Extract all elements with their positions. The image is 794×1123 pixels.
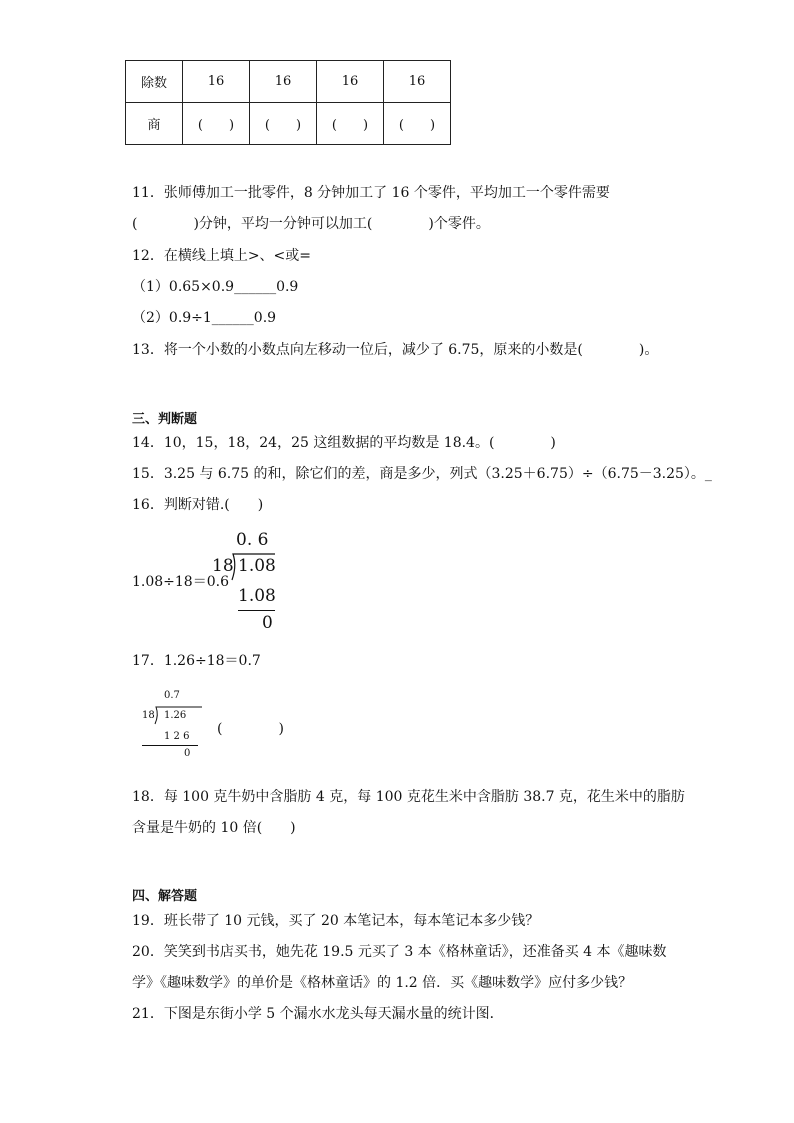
question-13: 13．将一个小数的小数点向左移动一位后，减少了 6.75，原来的小数是( )。	[132, 342, 659, 358]
division-divisor: 18	[212, 556, 234, 576]
answer-blank[interactable]: ( )	[317, 103, 384, 145]
table-cell: 16	[317, 61, 384, 103]
table-row	[126, 61, 451, 103]
division-rule	[238, 610, 275, 611]
question-12-part-2: （2）0.9÷1______0.9	[132, 310, 277, 326]
division-divisor: 18	[142, 710, 155, 721]
table-cell: 16	[250, 61, 317, 103]
division-remainder: 0	[184, 748, 191, 759]
section-title-judgement: 三、判断题	[132, 412, 198, 427]
question-20-line-2: 学》《趣味数学》的单价是《格林童话》的 1.2 倍．买《趣味数学》应付多少钱？	[132, 975, 633, 991]
division-rule	[142, 745, 198, 746]
section-title-answer: 四、解答题	[132, 889, 198, 904]
division-dividend: 1.08	[238, 556, 276, 576]
question-12-title: 12．在横线上填上>、<或=	[132, 248, 312, 264]
question-18-line-2: 含量是牛奶的 10 倍( )	[132, 820, 296, 836]
division-quotient: 0. 6	[236, 530, 269, 550]
divisor-quotient-table	[125, 60, 451, 145]
long-division-figure-small	[140, 690, 210, 765]
division-dividend: 1.26	[164, 710, 187, 721]
question-11-line-1: 11．张师傅加工一批零件，8 分钟加工了 16 个零件，平均加工一个零件需要	[132, 185, 610, 201]
table-cell: 16	[384, 61, 451, 103]
answer-blank[interactable]: ( )	[250, 103, 317, 145]
question-21: 21．下图是东街小学 5 个漏水水龙头每天漏水量的统计图．	[132, 1006, 504, 1022]
long-division-figure	[206, 530, 286, 635]
question-19: 19．班长带了 10 元钱，买了 20 本笔记本，每本笔记本多少钱？	[132, 913, 540, 929]
division-product: 1.08	[238, 586, 276, 606]
division-remainder: 0	[262, 613, 273, 633]
question-11-line-2: ( )分钟，平均一分钟可以加工( )个零件。	[132, 216, 490, 232]
division-quotient: 0.7	[164, 690, 180, 701]
question-17-blank[interactable]: ( )	[217, 721, 284, 737]
question-18-line-1: 18．每 100 克牛奶中含脂肪 4 克，每 100 克花生米中含脂肪 38.7 克，花生米中的脂肪	[132, 789, 685, 805]
question-15: 15．3.25 与 6.75 的和，除它们的差，商是多少，列式（3.25＋6.75）÷（6.75－3.25）。_	[132, 466, 712, 482]
table-header-cell: 商	[126, 103, 183, 145]
question-20-line-1: 20．笑笑到书店买书，她先花 19.5 元买了 3 本《格林童话》，还准备买 4 本《趣味数	[132, 944, 667, 960]
question-14: 14．10，15，18，24，25 这组数据的平均数是 18.4。( )	[132, 435, 556, 451]
answer-blank[interactable]: ( )	[183, 103, 250, 145]
question-16-title: 16．判断对错.( )	[132, 497, 264, 513]
answer-blank[interactable]: ( )	[384, 103, 451, 145]
question-17-title: 17．1.26÷18＝0.7	[132, 653, 261, 669]
question-16-equation: 1.08÷18＝0.6	[132, 574, 229, 590]
question-12-part-1: （1）0.65×0.9______0.9	[132, 279, 299, 295]
division-product: 1 2 6	[164, 731, 190, 742]
table-row	[126, 103, 451, 145]
table-header-cell: 除数	[126, 61, 183, 103]
table-cell: 16	[183, 61, 250, 103]
